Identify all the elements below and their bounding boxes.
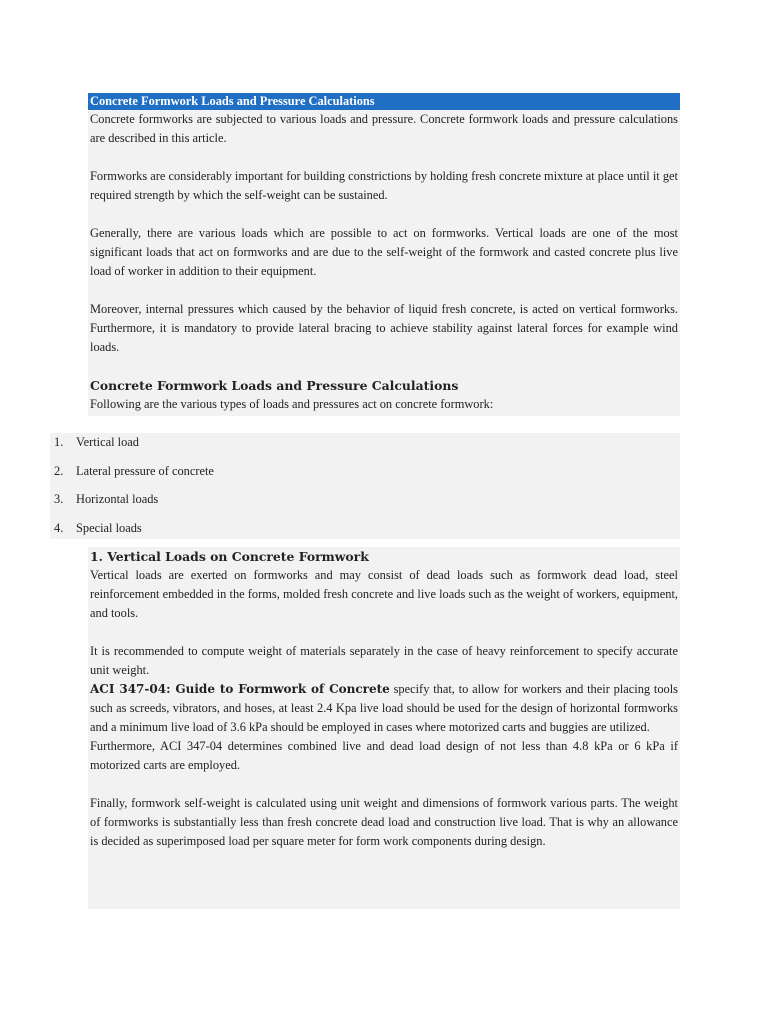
section1-paragraph-4: Furthermore, ACI 347-04 determines combined live and dead load design of not less than 4.8 kPa or 6 kPa if motorized carts are employed. [90,739,678,772]
section1-paragraph-1: Vertical loads are exerted on formworks and may consist of dead loads such as formwork dead load, steel reinforcement embedded in the forms, molded fresh concrete and live loads such as the weight of workers, equipment, and tools. [90,568,678,620]
intro-block [88,93,680,416]
aci-guide-title: ACI 347-04: Guide to Formwork of Concrete [90,682,390,696]
section1-block [88,547,680,909]
section1-paragraph-5: Finally, formwork self-weight is calculated using unit weight and dimensions of formwork various parts. The weight of formworks is substantially less than fresh concrete dead load and construction live load. That is why an allowance is decided as superimposed load per square meter for form work components during design. [90,796,678,848]
article-title: Concrete Formwork Loads and Pressure Calculations [88,93,680,110]
intro-paragraph-2: Formworks are considerably important for building constrictions by holding fresh concrete mixture at place until it get required strength by which the self-weight can be sustained. [90,169,678,202]
load-types-list: 1. Vertical load 2. Lateral pressure of concrete 3. Horizontal loads 4. Special loads [50,433,680,539]
intro-paragraph-1: Concrete formworks are subjected to various loads and pressure. Concrete formwork loads and pressure calculations are described in this article. [90,112,678,145]
intro-paragraph-3: Generally, there are various loads which are possible to act on formworks. Vertical loads are one of the most significant loads that act on formworks and are due to the self-weight of the formwork and casted concrete plus live load of worker in addition to their equipment. [90,226,678,278]
section1-heading: 1. Vertical Loads on Concrete Formwork [90,549,369,564]
section-subheading: Concrete Formwork Loads and Pressure Calculations [90,378,459,393]
section1-paragraph-3: ACI 347-04: Guide to Formwork of Concrete specify that, to allow for workers and their placing tools such as screeds, vibrators, and hoses, at least 2.4 Kpa live load should be used for the design of horizontal formworks and a minimum live load of 3.6 kPa should be employed in cases where motorized carts and buggies are utilized. [90,682,679,734]
list-intro: Following are the various types of loads and pressures act on concrete formwork: [90,397,494,411]
intro-paragraph-4: Moreover, internal pressures which caused by the behavior of liquid fresh concrete, is acted on vertical formworks. Furthermore, it is mandatory to provide lateral bracing to achieve stability against lateral forces for example wind loads. [90,302,678,354]
section1-paragraph-2: It is recommended to compute weight of materials separately in the case of heavy reinforcement to specify accurate unit weight. [90,644,678,677]
